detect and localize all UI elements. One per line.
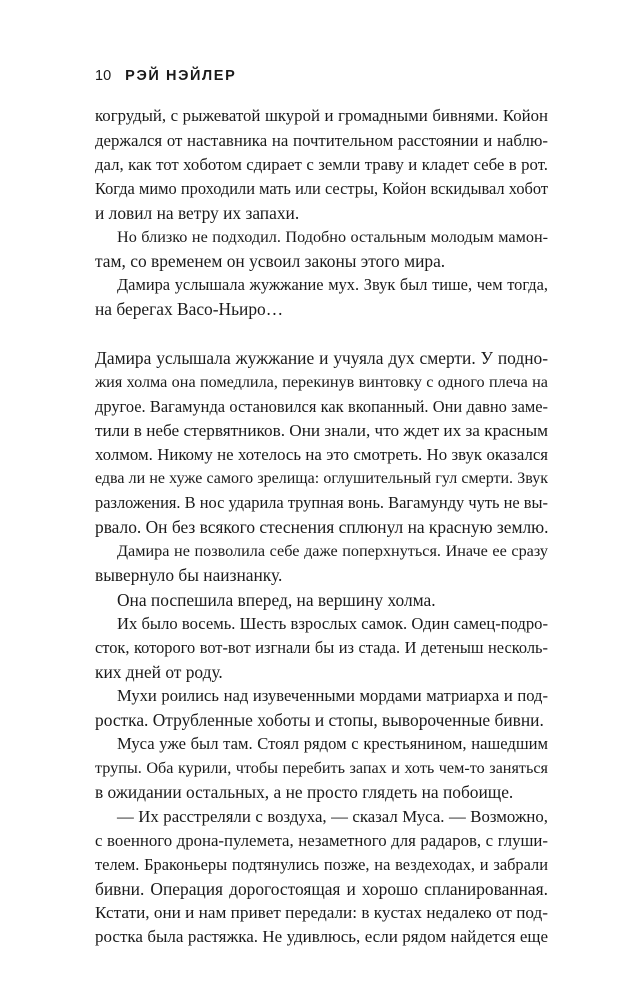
- text-line: дал, как тот хоботом сдирает с земли траву и кладет себе в рот.: [95, 155, 548, 174]
- text-line: телем. Браконьеры подтянулись позже, на вездеходах, и забрали: [95, 855, 548, 874]
- text-line: держался от наставника на почтительном расстоянии и наблю-: [95, 131, 548, 150]
- text-line: Дамира услышала жужжание и учуяла дух смерти. У подно-: [95, 348, 548, 368]
- text-line: Дамира не позволила себе даже поперхнуться. Иначе ее сразу: [117, 542, 548, 560]
- running-header-author: РЭЙ НЭЙЛЕР: [125, 68, 237, 84]
- text-line: Дамира услышала жужжание мух. Звук был тише, чем тогда,: [117, 275, 548, 294]
- page-number: 10: [95, 68, 112, 84]
- text-line: Но близко не подходил. Подобно остальным молодым мамон-: [117, 228, 548, 246]
- text-line: Кстати, они и нам привет передали: в кустах недалеко от под-: [95, 903, 548, 922]
- text-line: другое. Вагамунда остановился как вкопанный. Они давно заме-: [95, 397, 548, 416]
- text-line: ростка. Отрубленные хоботы и стопы, вывороченные бивни.: [95, 710, 544, 730]
- text-line: холмом. Никому не хотелось на это смотреть. Но звук оказался: [95, 445, 548, 464]
- text-line: рвало. Он без всякого стеснения сплюнул на красную землю.: [95, 517, 548, 537]
- text-line: Когда мимо проходили мать или сестры, Койон вскидывал хобот: [95, 179, 548, 198]
- text-line: жия холма она помедлила, перекинув винтовку с одного плеча на: [95, 373, 548, 391]
- text-line: едва ли не хуже самого зрелища: оглушительный гул смерти. Звук: [95, 470, 548, 487]
- text-line: разложения. В нос ударила трупная вонь. Вагамунду чуть не вы-: [95, 493, 548, 512]
- text-line: тили в небе стервятников. Они знали, что ждет их за красным: [95, 421, 548, 440]
- text-line: ростка была растяжка. Не удивлюсь, если рядом найдется еще: [95, 927, 548, 946]
- text-line: вывернуло бы наизнанку.: [95, 565, 283, 585]
- text-line: Их было восемь. Шесть взрослых самок. Один самец-подро-: [117, 614, 548, 633]
- text-line: и ловил на ветру их запахи.: [95, 203, 300, 223]
- text-line: — Их расстреляли с воздуха, — сказал Муса. — Возможно,: [117, 807, 548, 826]
- text-line: там, со временем он усвоил законы этого мира.: [95, 251, 446, 271]
- text-line: ких дней от роду.: [95, 662, 223, 682]
- text-line: на берегах Васо-Ньиро…: [95, 299, 284, 319]
- text-line: Она поспешила вперед, на вершину холма.: [117, 590, 436, 610]
- running-header: [95, 68, 236, 88]
- text-line: бивни. Операция дорогостоящая и хорошо спланированная.: [95, 879, 548, 899]
- text-line: Мухи роились над изувеченными мордами матриарха и под-: [117, 686, 548, 705]
- text-line: с военного дрона-пулемета, незаметного для радаров, с глуши-: [95, 831, 548, 850]
- text-line: в ожидании остальных, а не просто глядеть на побоище.: [95, 782, 514, 802]
- text-line: трупы. Оба курили, чтобы перебить запах и хоть чем-то заняться: [95, 759, 548, 777]
- text-line: когрудый, с рыжеватой шкурой и громадными бивнями. Койон: [95, 106, 548, 125]
- text-line: Муса уже был там. Стоял рядом с крестьянином, нашедшим: [117, 734, 548, 753]
- text-line: сток, которого вот-вот изгнали бы из стада. И детеныш несколь-: [95, 638, 548, 657]
